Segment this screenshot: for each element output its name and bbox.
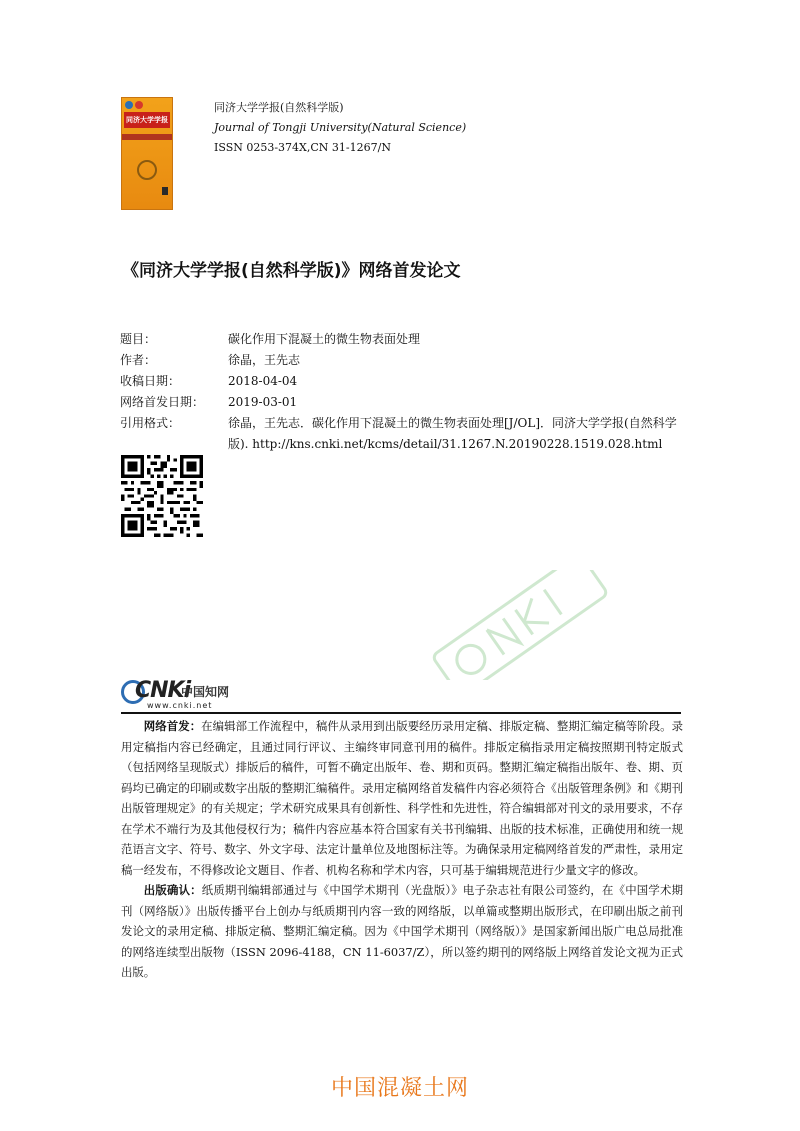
qr-code-icon[interactable] (121, 455, 203, 537)
cnki-wordmark: CNKi (135, 678, 191, 703)
notice-paragraph-online-first (121, 716, 683, 880)
cnki-cn-name: 中国知网 (181, 685, 230, 699)
meta-citation-label: 引用格式： (120, 416, 181, 430)
journal-cover-image (121, 97, 173, 210)
meta-received-label: 收稿日期： (120, 374, 181, 388)
cover-title: 同济大学学报 (124, 112, 170, 128)
meta-author-label: 作者： (120, 353, 157, 367)
notice-online-first-text: 在编辑部工作流程中，稿件从录用到出版要经历录用定稿、排版定稿、整期汇编定稿等阶段。录用定稿指内容已经确定，且通过同行评议、主编终审同意刊用的稿件。排版定稿指录用定稿按照期刊特定版式（包括网络呈现版式）排版后的稿件，可暂不确定出版年、卷、期和页码。整期汇编定稿指出版年、卷、期、页码均已确定的印刷或数字出版的整期汇编稿件。录用定稿网络首发稿件内容必须符合《出版管理条例》和《期刊出版管理规定》的有关规定；学术研究成果具有创新性、科学性和先进性，符合编辑部对刊文的录用要求，不存在学术不端行为及其他侵权行为；稿件内容应基本符合国家有关书刊编辑、出版的技术标准，正确使用和统一规范语言文字、符号、数字、外文字母、法定计量单位及地图标注等。为确保录用定稿网络首发的严肃性，录用定稿一经发布，不得修改论文题目、作者、机构名称和学术内容，只可基于编辑规范进行少量文字的修改。 (121, 719, 683, 877)
meta-received-value: 2018-04-04 (228, 374, 298, 388)
cnki-logo[interactable] (121, 679, 239, 713)
footer-site-brand: 中国混凝土网 (330, 1076, 469, 1101)
meta-citation-value: 徐晶，王先志．碳化作用下混凝土的微生物表面处理[J/OL]．同济大学学报(自然科学版). http://kns.cnki.net/kcms/detail/31.1267.N.20190228.1519.028.html (228, 416, 677, 451)
journal-name-en: Journal of Tongji University(Natural Science) (214, 121, 467, 134)
meta-row-online (120, 392, 680, 413)
meta-row-citation (120, 413, 680, 455)
meta-row-title (120, 329, 680, 350)
cover-barcode (162, 187, 168, 195)
cnki-url: www.cnki.net (147, 701, 213, 710)
divider (121, 712, 681, 714)
meta-online-label: 网络首发日期： (120, 395, 205, 409)
article-metadata (120, 329, 680, 455)
journal-issn: ISSN 0253-374X,CN 31-1267/N (214, 141, 391, 154)
notice-publication-label: 出版确认： (143, 883, 202, 897)
cnki-watermark (420, 570, 620, 680)
notice-online-first-label: 网络首发： (143, 719, 202, 733)
page-title: 《同济大学学报(自然科学版)》网络首发论文 (122, 261, 461, 281)
meta-row-author (120, 350, 680, 371)
cover-emblem-red (135, 101, 143, 109)
notice-publication-text: 纸质期刊编辑部通过与《中国学术期刊（光盘版）》电子杂志社有限公司签约，在《中国学术期刊（网络版）》出版传播平台上创办与纸质期刊内容一致的网络版，以单篇或整期出版形式，在印刷出版之前刊发论文的录用定稿、排版定稿、整期汇编定稿。因为《中国学术期刊（网络版）》是国家新闻出版广电总局批准的网络连续型出版物（ISSN 2096-4188，CN 11-6037/Z），所以签约期刊的网络版上网络首发论文视为正式出版。 (121, 883, 683, 979)
meta-online-value: 2019-03-01 (228, 395, 298, 409)
meta-author-value: 徐晶，王先志 (228, 353, 301, 367)
notice-paragraph-publication (121, 880, 683, 983)
cover-seal (137, 160, 157, 180)
cover-band (122, 134, 172, 140)
journal-name-cn: 同济大学学报(自然科学版) (214, 101, 344, 114)
meta-title-label: 题目： (120, 332, 157, 346)
notice-text (121, 716, 683, 983)
meta-title-value: 碳化作用下混凝土的微生物表面处理 (228, 332, 421, 346)
cover-emblem-blue (125, 101, 133, 109)
meta-row-received (120, 371, 680, 392)
